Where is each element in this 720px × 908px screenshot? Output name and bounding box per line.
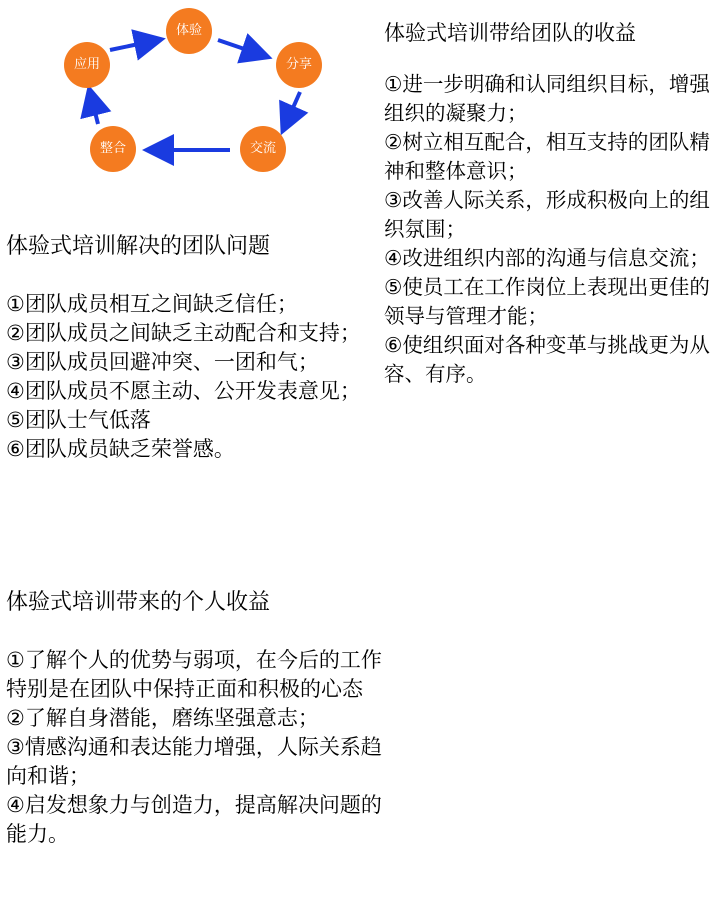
- arrow-apply-to-experience: [110, 40, 158, 50]
- node-integrate: 整合: [90, 126, 136, 172]
- arrow-share-to-communicate: [284, 92, 300, 128]
- list-item: ③改善人际关系，形成积极向上的组织氛围；: [384, 188, 710, 241]
- list-item: ③团队成员回避冲突、一团和气；: [6, 350, 319, 374]
- list-item: ③情感沟通和表达能力增强，人际关系趋向和谐；: [6, 735, 382, 788]
- list-item: ⑤团队士气低落: [6, 408, 151, 432]
- team-problems-section: [6, 232, 382, 464]
- list-item: ⑥团队成员缺乏荣誉感。: [6, 437, 235, 461]
- node-communicate: 交流: [240, 126, 286, 172]
- team-problems-list: [6, 290, 382, 464]
- personal-benefits-list: [6, 646, 382, 849]
- list-item: ①团队成员相互之间缺乏信任；: [6, 292, 298, 316]
- list-item: ①了解个人的优势与弱项，在今后的工作特别是在团队中保持正面和积极的心态: [6, 648, 382, 701]
- list-item: ②了解自身潜能，磨练坚强意志；: [6, 706, 319, 730]
- arrow-experience-to-share: [218, 40, 265, 56]
- node-experience: 体验: [166, 8, 212, 54]
- list-item: ②树立相互配合，相互支持的团队精神和整体意识；: [384, 130, 710, 183]
- arrow-integrate-to-apply: [90, 92, 98, 124]
- team-benefits-section: [384, 18, 720, 389]
- node-share: 分享: [276, 42, 322, 88]
- team-benefits-list: [384, 70, 720, 389]
- experience-cycle-diagram: [0, 0, 380, 200]
- team-problems-title: 体验式培训解决的团队问题: [6, 234, 271, 259]
- list-item: ④团队成员不愿主动、公开发表意见；: [6, 379, 361, 403]
- list-item: ⑤使员工在工作岗位上表现出更佳的领导与管理才能；: [384, 275, 710, 328]
- list-item: ④改进组织内部的沟通与信息交流；: [384, 246, 710, 270]
- list-item: ④启发想象力与创造力，提高解决问题的能力。: [6, 793, 382, 846]
- list-item: ⑥使组织面对各种变革与挑战更为从容、有序。: [384, 333, 710, 386]
- list-item: ②团队成员之间缺乏主动配合和支持；: [6, 321, 361, 345]
- team-benefits-title: 体验式培训带给团队的收益: [384, 21, 636, 45]
- personal-benefits-section: [6, 588, 382, 849]
- list-item: ①进一步明确和认同组织目标，增强组织的凝聚力；: [384, 72, 710, 125]
- personal-benefits-title: 体验式培训带来的个人收益: [6, 590, 271, 615]
- node-apply: 应用: [64, 42, 110, 88]
